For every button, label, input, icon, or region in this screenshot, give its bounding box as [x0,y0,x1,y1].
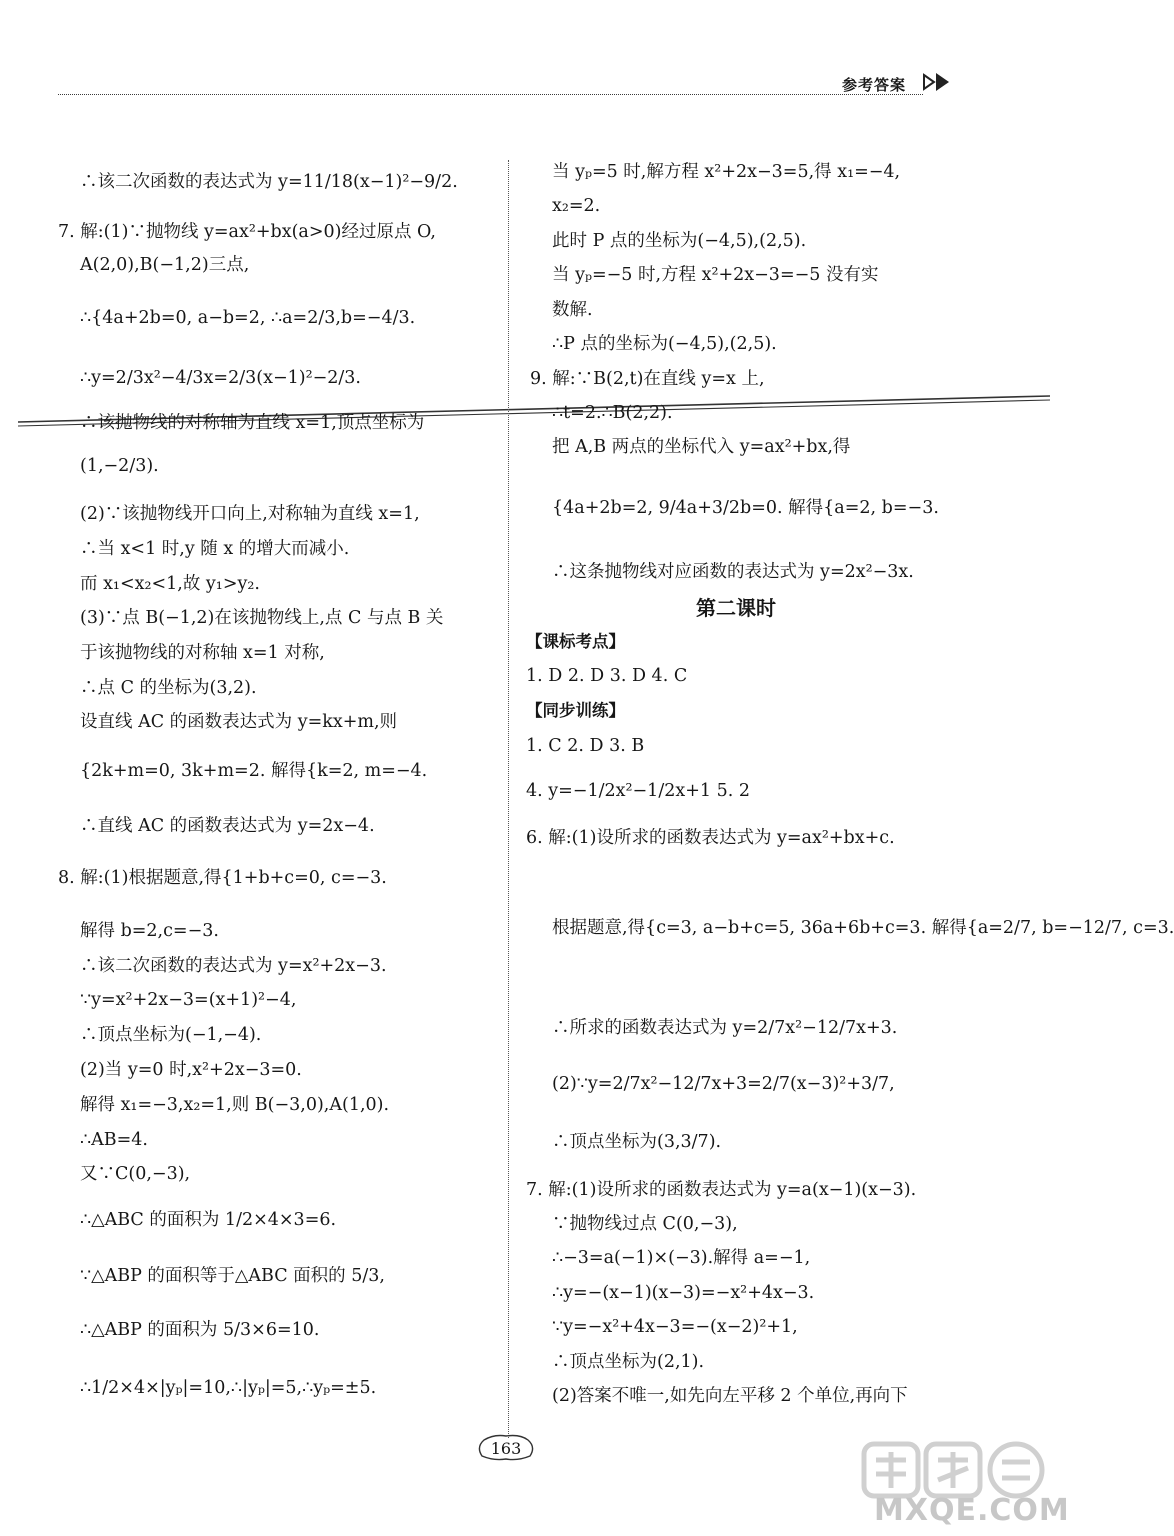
answer-line: 1. D 2. D 3. D 4. C [526,666,688,686]
text-line: ∴{4a+2b=0, a−b=2, ∴a=2/3,b=−4/3. [80,308,416,328]
text-line: 9. 解:∵B(2,t)在直线 y=x 上, [530,369,765,389]
text-line: (2)∵y=2/7x²−12/7x+3=2/7(x−3)²+3/7, [552,1074,895,1094]
text-line: 当 yₚ=5 时,解方程 x²+2x−3=5,得 x₁=−4, [552,162,901,182]
text-line: 6. 解:(1)设所求的函数表达式为 y=ax²+bx+c. [526,828,895,848]
text-line: ∴该抛物线的对称轴为直线 x=1,顶点坐标为 [80,413,425,433]
page-number-text: 163 [490,1439,522,1458]
text-line: 8. 解:(1)根据题意,得{1+b+c=0, c=−3. [58,868,387,888]
text-line: {4a+2b=2, 9/4a+3/2b=0. 解得{a=2, b=−3. [552,498,939,518]
text-line: ∴−3=a(−1)×(−3).解得 a=−1, [552,1248,811,1268]
text-line: (3)∵点 B(−1,2)在该抛物线上,点 C 与点 B 关 [80,608,444,628]
watermark-url: MXQE.COM [874,1493,1070,1528]
text-line: 设直线 AC 的函数表达式为 y=kx+m,则 [80,712,398,732]
text-line: ∴顶点坐标为(2,1). [552,1352,705,1372]
text-line: 又∵C(0,−3), [80,1164,191,1184]
text-line: ∴P 点的坐标为(−4,5),(2,5). [552,334,777,354]
text-line: ∴该二次函数的表达式为 y=11/18(x−1)²−9/2. [80,172,458,192]
text-line: 解得 x₁=−3,x₂=1,则 B(−3,0),A(1,0). [80,1095,390,1115]
text-line: ∴直线 AC 的函数表达式为 y=2x−4. [80,816,375,836]
page-number [474,1432,538,1462]
text-line: {2k+m=0, 3k+m=2. 解得{k=2, m=−4. [80,761,428,781]
text-line: ∵抛物线过点 C(0,−3), [552,1214,738,1234]
section-tag: 【课标考点】 [526,632,625,651]
text-line: ∴△ABP 的面积为 5/3×6=10. [80,1320,320,1340]
text-line: ∵y=x²+2x−3=(x+1)²−4, [80,990,297,1010]
column-divider [508,160,509,1438]
text-line: ∴这条抛物线对应函数的表达式为 y=2x²−3x. [552,562,914,582]
page-header [58,70,978,104]
watermark [856,1440,1070,1532]
text-line: (2)答案不唯一,如先向左平移 2 个单位,再向下 [552,1386,908,1406]
text-line: ∴顶点坐标为(3,3/7). [552,1132,722,1152]
text-line: 7. 解:(1)∵抛物线 y=ax²+bx(a>0)经过原点 O, [58,222,436,242]
text-line: ∴t=2.∴B(2,2). [552,403,673,423]
answer-line: 4. y=−1/2x²−1/2x+1 5. 2 [526,781,750,801]
text-line: 而 x₁<x₂<1,故 y₁>y₂. [80,574,260,594]
text-line: (2)当 y=0 时,x²+2x−3=0. [80,1060,302,1080]
text-line: ∴点 C 的坐标为(3,2). [80,678,257,698]
header-rule [58,94,923,95]
text-line: 于该抛物线的对称轴 x=1 对称, [80,643,325,663]
text-line: A(2,0),B(−1,2)三点, [80,255,250,275]
text-line: ∴所求的函数表达式为 y=2/7x²−12/7x+3. [552,1018,898,1038]
answer-line: 1. C 2. D 3. B [526,736,645,756]
text-line: (2)∵该抛物线开口向上,对称轴为直线 x=1, [80,504,420,524]
watermark-logo [856,1440,1052,1500]
text-line: 7. 解:(1)设所求的函数表达式为 y=a(x−1)(x−3). [526,1180,917,1200]
text-line: 当 yₚ=−5 时,方程 x²+2x−3=−5 没有实 [552,265,879,285]
text-line: 数解. [552,300,593,320]
text-line: ∴y=−(x−1)(x−3)=−x²+4x−3. [552,1283,815,1303]
section-title: 第二课时 [696,596,776,620]
text-line: 根据题意,得{c=3, a−b+c=5, 36a+6b+c=3. 解得{a=2/7, b=−12/7, c=3. [552,918,1174,938]
text-line: ∴当 x<1 时,y 随 x 的增大而减小. [80,539,350,559]
text-line: ∴△ABC 的面积为 1/2×4×3=6. [80,1210,337,1230]
header-label: 参考答案 [841,76,906,94]
text-line: ∴y=2/3x²−4/3x=2/3(x−1)²−2/3. [80,368,361,388]
text-line: ∵△ABP 的面积等于△ABC 面积的 5/3, [80,1266,385,1286]
text-line: 此时 P 点的坐标为(−4,5),(2,5). [552,231,807,251]
text-line: ∵y=−x²+4x−3=−(x−2)²+1, [552,1317,798,1337]
text-line: ∴1/2×4×|yₚ|=10,∴|yₚ|=5,∴yₚ=±5. [80,1378,377,1398]
text-line: ∴顶点坐标为(−1,−4). [80,1025,262,1045]
triangle-arrow-icon [922,72,976,92]
section-tag: 【同步训练】 [526,701,625,720]
text-line: ∴该二次函数的表达式为 y=x²+2x−3. [80,956,387,976]
text-line: 把 A,B 两点的坐标代入 y=ax²+bx,得 [552,437,851,457]
text-line: x₂=2. [552,196,601,216]
text-line: 解得 b=2,c=−3. [80,921,219,941]
text-line: ∴AB=4. [80,1130,148,1150]
text-line: (1,−2/3). [80,456,159,476]
